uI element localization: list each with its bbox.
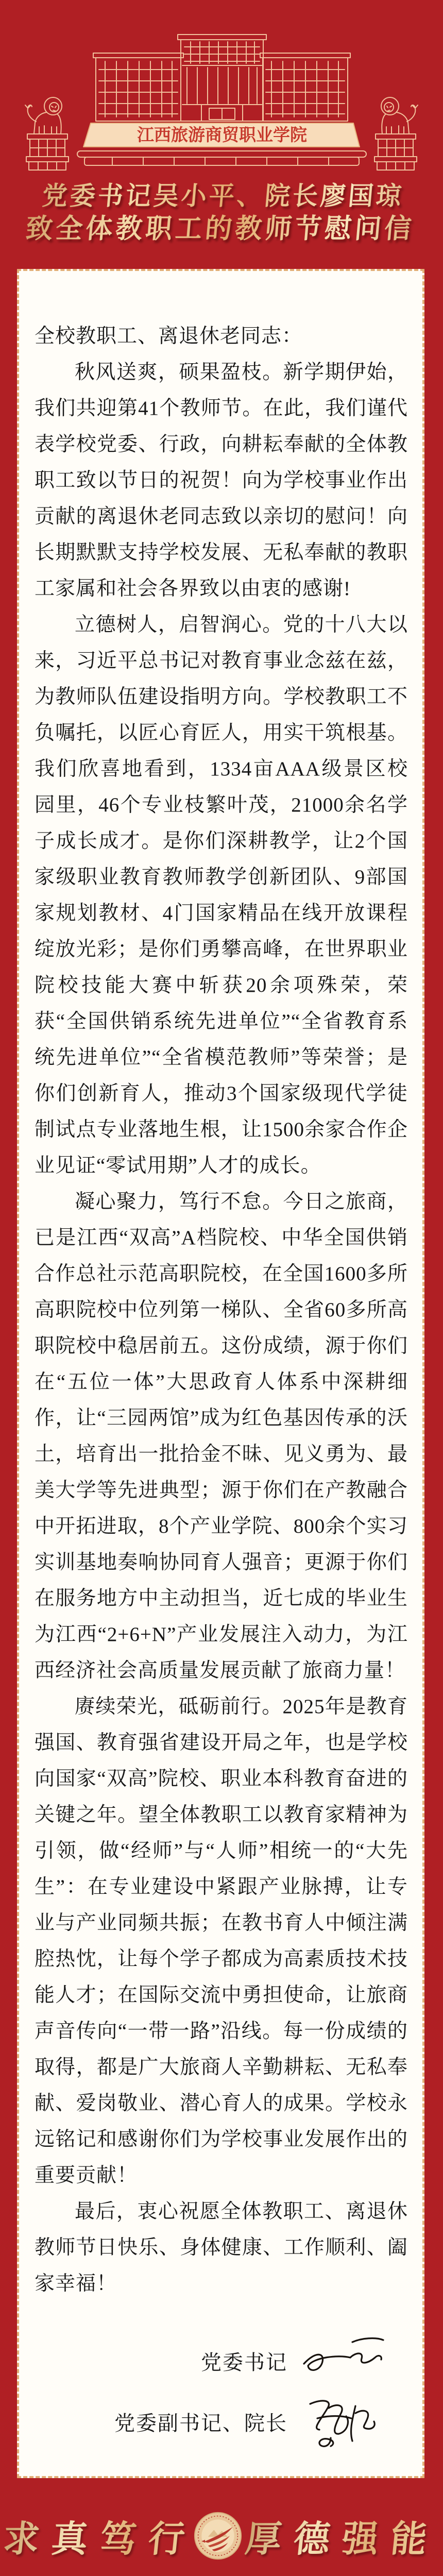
lion-statue-right	[372, 86, 419, 172]
letter-paragraph-1: 秋风送爽，硕果盈枝。新学期伊始，我们共迎第41个教师节。在此，我们谨代表学校党委、行政，向耕耘奉献的全体教职工致以节日的祝贺！向为学校事业作出贡献的离退休老同志致以亲切的慰问！向长期默默支持学校发展、无私奉献的教职工家属和社会各界致以由衷的感谢!	[35, 361, 408, 600]
signature-role-secretary: 党委书记	[201, 2350, 287, 2374]
signature-block	[35, 2330, 408, 2452]
letter-paragraph-3: 凝心聚力，笃行不怠。今日之旅商，已是江西“双高”A档院校、中华全国供销合作总社示范高职院校，在全国1600多所高职院校中位列第一梯队、全省60多所高职院校中稳居前五。这份成绩，源于你们在“五位一体”大思政育人体系中深耕细作，让“三园两馆”成为红色基因传承的沃土，培育出一批拾金不昧、见义勇为、最美大学等先进典型；源于你们在产教融合中开拓进取，8个产业学院、800余个实习实训基地奏响协同育人强音；更源于你们在服务地方中主动担当，近七成的毕业生为江西“2+6+N”产业发展注入动力，为江西经济社会高质量发展贡献了旅商力量！	[35, 1191, 408, 1682]
signature-role-president: 党委副书记、院长	[114, 2411, 287, 2435]
motto-left: 求真笃行	[1, 2510, 200, 2562]
poster-title	[0, 181, 443, 245]
letter-paragraph-4: 赓续荣光，砥砺前行。2025年是教育强国、教育强省建设开局之年，也是学校向国家“双高”院校、职业本科教育奋进的关键之年。望全体教职工以教育家精神为引领，做“经师”与“人师”相统一的“大先生”：在专业建设中紧跟产业脉搏，让专业与产业同频共振；在教书育人中倾注满腔热忱，让每个学子都成为高素质技术技能人才；在国际交流中勇担使命，让旅商声音传向“一带一路”沿线。每一份成绩的取得，都是广大旅商人辛勤耕耘、无私奉献、爱岗敬业、潜心育人的成果。学校永远铭记和感谢你们为学校事业发展作出的重要贡献！	[35, 1696, 408, 2187]
letter-paragraph-5: 最后，衷心祝愿全体教职工、离退休教师节日快乐、身体健康、工作顺利、阖家幸福！	[35, 2200, 408, 2295]
title-line-2: 致全体教职工的教师节慰问信	[0, 213, 443, 245]
lion-statue-left	[24, 86, 71, 172]
handwritten-signature-president	[295, 2395, 393, 2448]
handwritten-signature-secretary	[295, 2334, 393, 2387]
signature-row-president	[35, 2391, 408, 2452]
footer-motto-band	[0, 2496, 443, 2576]
school-nameplate-text: 江西旅游商贸职业学院	[137, 126, 307, 145]
title-line-1: 党委书记吴小平、院长廖国琼	[0, 181, 443, 211]
letter-card	[17, 269, 424, 2478]
school-seal-icon	[193, 2511, 243, 2561]
motto-right: 厚德强能	[243, 2510, 442, 2562]
campus-building-illustration	[76, 28, 367, 170]
signature-row-secretary	[35, 2330, 408, 2391]
letter-paragraph-2: 立德树人，启智润心。党的十八大以来，习近平总书记对教育事业念兹在兹，为教师队伍建设指明方向。学校教职工不负嘱托，以匠心育匠人，用实干筑根基。我们欣喜地看到，1334亩AAA级景区校园里，46个专业枝繁叶茂，21000余名学子成长成才。是你们深耕教学，让2个国家级职业教育教师教学创新团队、9部国家规划教材、4门国家精品在线开放课程绽放光彩；是你们勇攀高峰，在世界职业院校技能大赛中斩获20余项殊荣，荣获“全国供销系统先进单位”“全省教育系统先进单位”“全省模范教师”等荣誉；是你们创新育人，推动3个国家级现代学徒制试点专业落地生根，让1500余家合作企业见证“零试用期”人才的成长。	[35, 614, 408, 1177]
letter-salutation: 全校教职工、离退休老同志：	[35, 325, 303, 347]
